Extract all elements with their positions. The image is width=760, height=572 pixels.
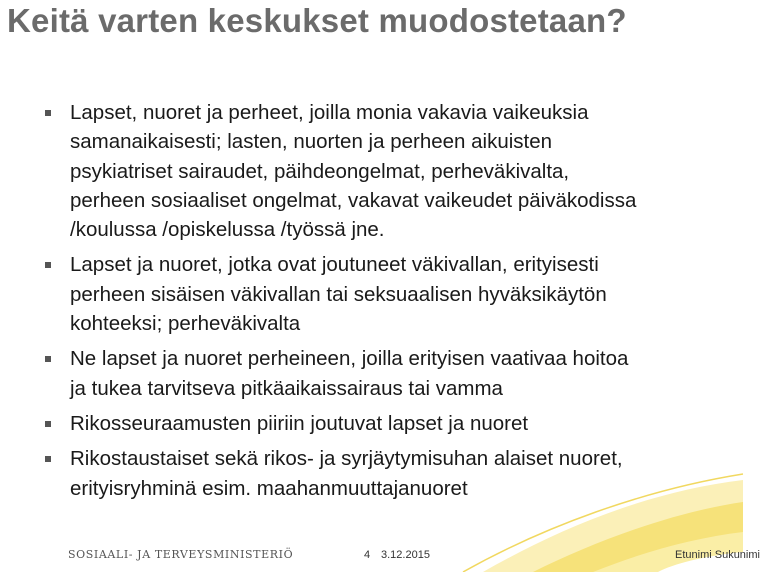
square-bullet-icon — [45, 421, 51, 427]
bullet-item — [44, 250, 734, 338]
bullet-line: /koulussa /opiskelussa /työssä jne. — [70, 218, 385, 242]
footer-organization: SOSIAALI- JA TERVEYSMINISTERIÖ — [68, 548, 294, 561]
bullet-line: perheen sisäisen väkivallan tai seksuaalisen hyväksikäytön — [70, 282, 607, 306]
square-bullet-icon — [45, 356, 51, 362]
bullet-line: Lapset, nuoret ja perheet, joilla monia vakavia vaikeuksia — [70, 101, 589, 124]
square-bullet-icon — [45, 262, 51, 268]
bullet-text — [70, 253, 607, 335]
bullet-line: samanaikaisesti; lasten, nuorten ja perheen aikuisten — [70, 130, 553, 154]
bullet-line: Lapset ja nuoret, jotka ovat joutuneet väkivallan, erityisesti — [70, 253, 599, 277]
square-bullet-icon — [45, 110, 51, 116]
bullet-text — [70, 101, 636, 241]
footer-date: 3.12.2015 — [381, 549, 430, 561]
bullet-line: ja tukea tarvitseva pitkäaikaissairaus tai vamma — [70, 376, 503, 400]
bullet-item — [44, 409, 734, 438]
bullet-text — [70, 412, 528, 435]
bullet-list — [44, 98, 734, 509]
footer-page-number: 4 — [364, 549, 371, 561]
bullet-line: Ne lapset ja nuoret perheineen, joilla erityisen vaativaa hoitoa — [70, 347, 629, 371]
bullet-item — [44, 344, 734, 403]
square-bullet-icon — [45, 456, 51, 462]
bullet-line: psykiatriset sairaudet, päihdeongelmat, perheväkivalta, — [70, 159, 570, 183]
bullet-text — [70, 347, 628, 399]
bullet-line: Rikostaustaiset sekä rikos- ja syrjäytymisuhan alaiset nuoret, — [70, 447, 623, 471]
slide-title: Keitä varten keskukset muodostetaan? — [7, 2, 627, 39]
bullet-line: Rikosseuraamusten piiriin joutuvat lapset ja nuoret — [70, 411, 529, 435]
bullet-line: perheen sosiaaliset ongelmat, vakavat vaikeudet päiväkodissa — [70, 188, 637, 212]
footer-author: Etunimi Sukunimi — [675, 549, 760, 561]
bullet-item — [44, 98, 734, 244]
bullet-line: kohteeksi; perheväkivalta — [70, 312, 301, 336]
bullet-line: erityisryhminä esim. maahanmuuttajanuoret — [70, 476, 468, 500]
